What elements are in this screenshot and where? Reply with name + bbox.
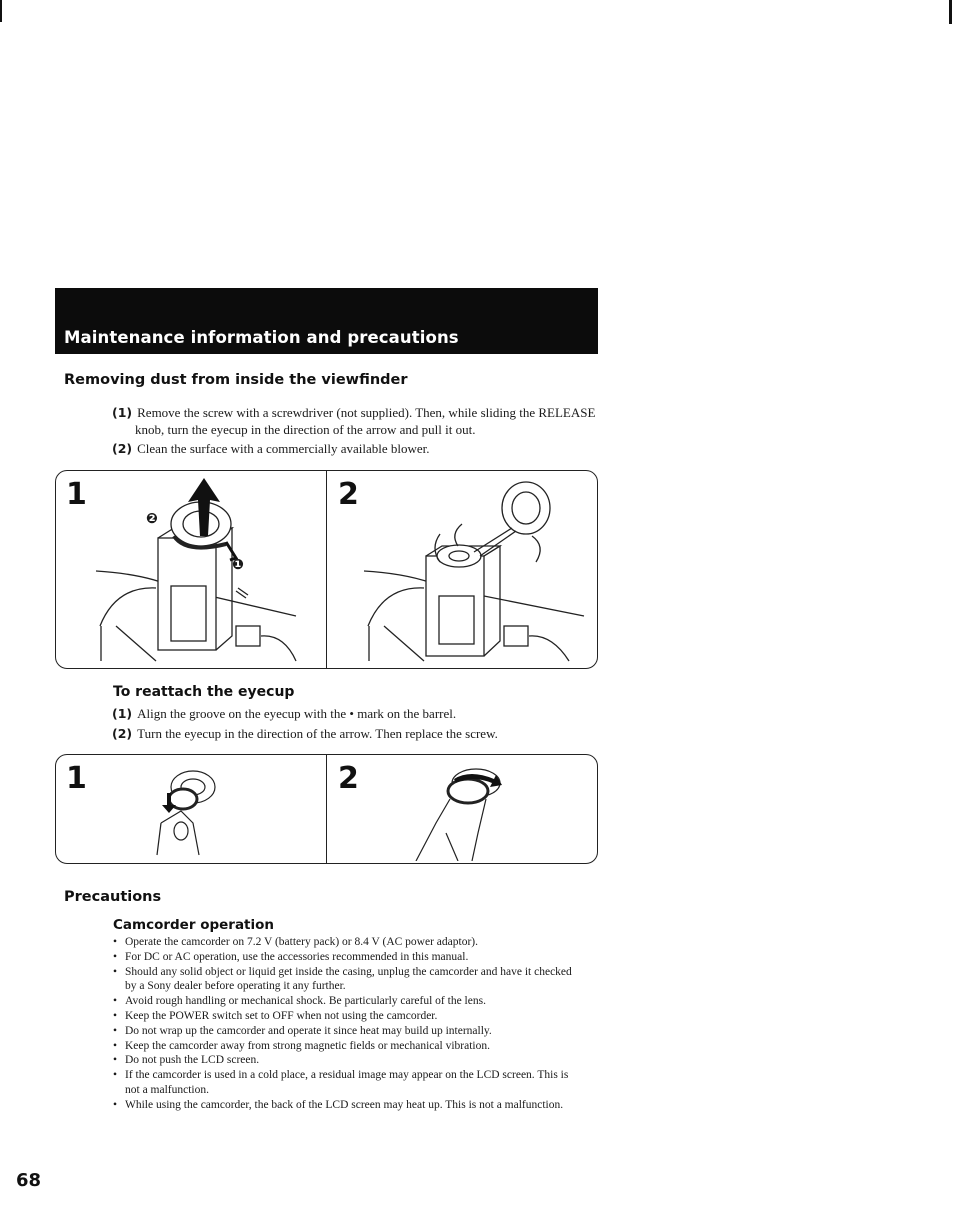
list-item: • Should any solid object or liquid get inside the casing, unplug the camcorder and have it checked by a Sony dealer before operating it any further. <box>112 965 582 995</box>
eyecup-align-illustration <box>141 763 241 861</box>
viewfinder-step-2 <box>112 440 592 457</box>
figure-panel-number: 2 <box>338 477 359 512</box>
step-number: (2) <box>112 441 133 456</box>
figure-panel-number: 1 <box>66 477 87 512</box>
figure-remove-eyecup <box>55 470 598 669</box>
figure-panel-number: 2 <box>338 761 359 796</box>
step-text: Align the groove on the eyecup with the • mark on the barrel. <box>137 706 457 721</box>
list-item: • For DC or AC operation, use the accessories recommended in this manual. <box>112 950 582 965</box>
step-text: Clean the surface with a commercially available blower. <box>137 441 430 456</box>
figure-divider <box>326 755 327 863</box>
callout-2: ❷ <box>146 511 158 527</box>
reattach-heading: To reattach the eyecup <box>113 684 295 700</box>
list-item: • Avoid rough handling or mechanical shock. Be particularly careful of the lens. <box>112 994 582 1009</box>
step-number: (1) <box>112 405 133 420</box>
scan-edge-mark-left <box>0 0 2 22</box>
list-item: • Keep the camcorder away from strong magnetic fields or mechanical vibration. <box>112 1039 582 1054</box>
figure-divider <box>326 471 327 668</box>
page-number: 68 <box>16 1170 42 1191</box>
reattach-step-2 <box>112 725 592 742</box>
step-text: Remove the screw with a screwdriver (not supplied). Then, while sliding the RELEASE knob, turn the eyecup in the direction of the arrow and pull it out. <box>135 405 596 437</box>
figure-reattach-eyecup <box>55 754 598 864</box>
callout-1: ❶ <box>232 557 244 573</box>
precautions-bullet-list <box>112 935 582 1113</box>
step-text: Turn the eyecup in the direction of the arrow. Then replace the screw. <box>137 726 498 741</box>
list-item: • While using the camcorder, the back of the LCD screen may heat up. This is not a malfunction. <box>112 1098 582 1113</box>
camcorder-viewfinder-illustration <box>86 476 316 666</box>
reattach-step-1 <box>112 705 592 722</box>
scan-edge-mark-right <box>949 0 952 24</box>
step-number: (2) <box>112 726 133 741</box>
eyecup-turn-illustration <box>406 763 516 861</box>
list-item: • If the camcorder is used in a cold place, a residual image may appear on the LCD screen. This is not a malfunction. <box>112 1068 582 1098</box>
precautions-heading: Precautions <box>64 889 162 905</box>
list-item: • Keep the POWER switch set to OFF when not using the camcorder. <box>112 1009 582 1024</box>
step-number: (1) <box>112 706 133 721</box>
list-item: • Operate the camcorder on 7.2 V (battery pack) or 8.4 V (AC power adaptor). <box>112 935 582 950</box>
viewfinder-heading: Removing dust from inside the viewfinder <box>64 372 408 388</box>
list-item: • Do not push the LCD screen. <box>112 1053 582 1068</box>
section-banner <box>55 288 598 354</box>
figure-panel-number: 1 <box>66 761 87 796</box>
camcorder-blower-illustration <box>354 476 590 666</box>
viewfinder-step-1 <box>112 404 615 438</box>
list-item: • Do not wrap up the camcorder and operate it since heat may build up internally. <box>112 1024 582 1039</box>
camcorder-operation-subheading: Camcorder operation <box>113 917 275 933</box>
section-banner-title: Maintenance information and precautions <box>64 328 459 347</box>
